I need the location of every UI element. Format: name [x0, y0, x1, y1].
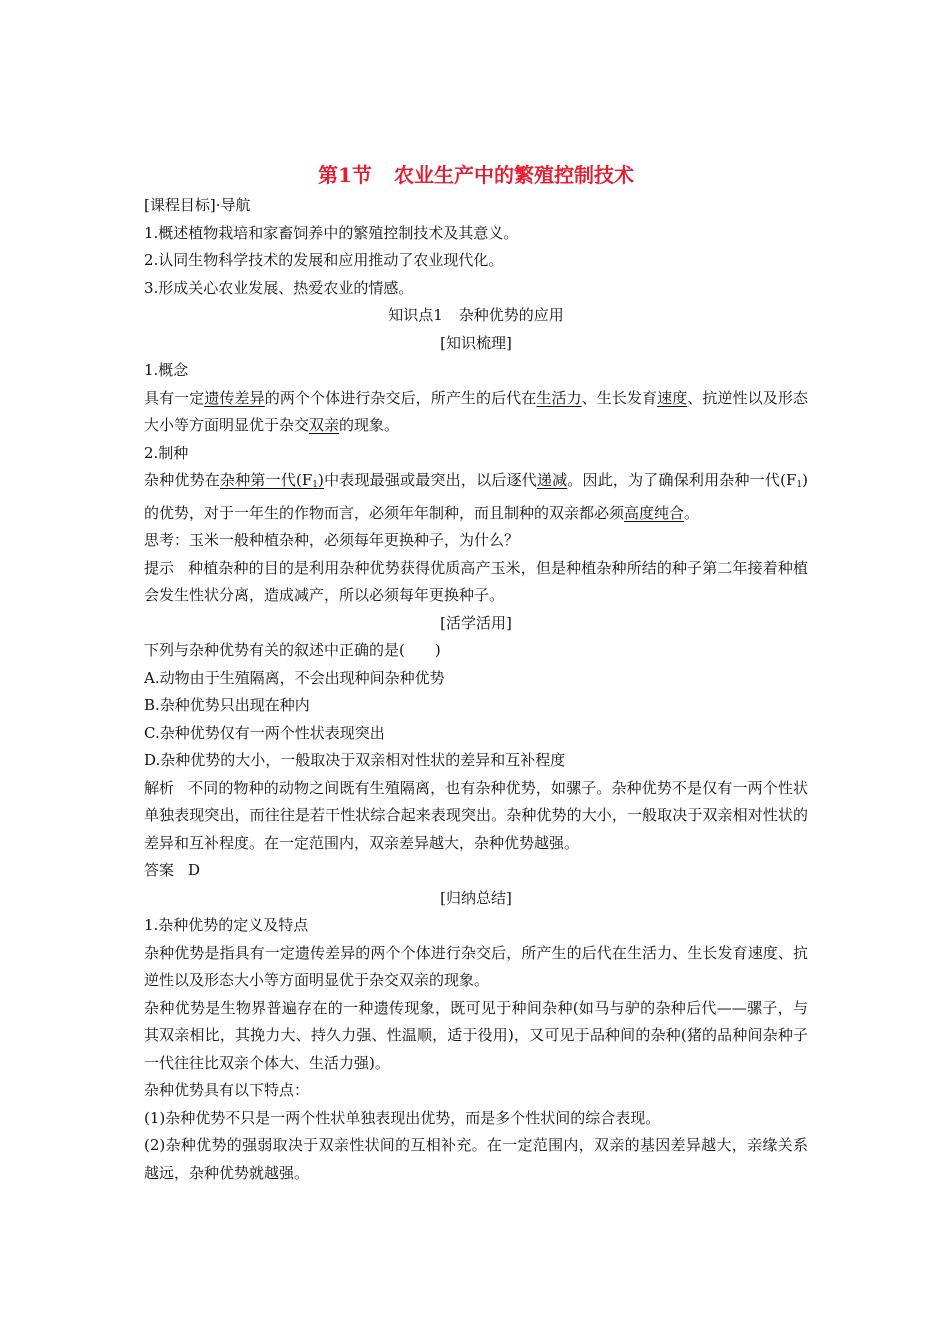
- quiz-option: B.杂种优势只出现在种内: [144, 696, 310, 714]
- quiz-analysis: 解析 不同的物种的动物之间既有生殖隔离，也有杂种优势，如骡子。杂种优势不是仅有一两个性状单独表现突出，而往往是若干性状综合起来表现突出。杂种优势的大小，一般取决于双亲相对性状的差异和互补程度。在一定范围内，双亲差异越大，杂种优势越强。: [144, 775, 808, 858]
- blank-answer: 递减: [536, 471, 568, 489]
- breeding-paragraph: 杂种优势在杂种第一代$(F_1)$中表现最强或最突出，以后逐代递减。因此，为了确保利用杂种一代$(F_1)$的优势，对于一年生的作物而言，必须年年制种，而且制种的双亲都必须高度纯合。: [144, 471, 808, 522]
- goals-header: [课程目标]·导航: [144, 196, 251, 214]
- knowledge-point-heading: 知识点1 杂种优势的应用: [388, 306, 564, 324]
- goal-item: 3.形成关心农业发展、热爱农业的情感。: [144, 278, 414, 297]
- breeding-heading: 2.制种: [144, 443, 189, 462]
- quiz-option: A.动物由于生殖隔离，不会出现种间杂种优势: [144, 668, 445, 687]
- goal-item: 1.概述植物栽培和家畜饲养中的繁殖控制技术及其意义。: [144, 223, 519, 242]
- title-section-number: 第1节: [318, 163, 372, 187]
- summary-heading: 1.杂种优势的定义及特点: [144, 916, 309, 934]
- summary-paragraph: 杂种优势是生物界普遍存在的一种遗传现象，既可见于种间杂种(如马与驴的杂种后代——骡子，与其双亲相比，其挽力大、持久力强、性温顺，适于役用)，又可见于品种间的杂种(猪的品种间杂种子一代往往比双亲个体大、生活力强)。: [144, 998, 808, 1072]
- analysis-label: 解析: [144, 778, 175, 797]
- document-page: [144, 160, 808, 1187]
- blank-answer: 遗传差异: [204, 388, 265, 407]
- concept-paragraph: 具有一定遗传差异的两个个体进行杂交后，所产生的后代在生活力、生长发育速度、抗逆性以及形态大小等方面明显优于杂交双亲的现象。: [144, 388, 808, 434]
- goal-item: 2.认同生物科学技术的发展和应用推动了农业现代化。: [144, 251, 504, 269]
- blank-answer: 速度: [657, 388, 688, 407]
- summary-paragraph: 杂种优势是指具有一定遗传差异的两个个体进行杂交后，所产生的后代在生活力、生长发育速度、抗逆性以及形态大小等方面明显优于杂交双亲的现象。: [144, 943, 808, 989]
- summary-paragraph: (1)杂种优势不只是一两个性状单独表现出优势，而是多个性状间的综合表现。: [144, 1108, 661, 1127]
- think-hint: 提示 种植杂种的目的是利用杂种优势获得优质高产玉米，但是种植杂种所结的种子第二年接着种植会发生性状分离，造成减产，所以必须每年更换种子。: [144, 555, 808, 610]
- section-review-heading: [知识梳理]: [440, 333, 512, 352]
- blank-answer: 杂种第一代$(F_1)$: [220, 471, 324, 490]
- page-title: [144, 160, 808, 190]
- quiz-question: 下列与杂种优势有关的叙述中正确的是( ): [144, 641, 441, 659]
- summary-paragraph: (2)杂种优势的强弱取决于双亲性状间的互相补充。在一定范围内，双亲的基因差异越大，亲缘关系越远，杂种优势就越强。: [144, 1136, 808, 1182]
- summary-paragraph: 杂种优势具有以下特点：: [144, 1081, 310, 1099]
- quiz-answer: [144, 857, 808, 885]
- quiz-option: C.杂种优势仅有一两个性状表现突出: [144, 723, 385, 742]
- blank-answer: 高度纯合: [624, 503, 685, 522]
- think-question: 思考：玉米一般种植杂种，必须每年更换种子，为什么？: [144, 531, 520, 549]
- hint-label: 提示: [144, 558, 175, 577]
- title-name: 农业生产中的繁殖控制技术: [393, 163, 634, 187]
- blank-answer: 双亲: [309, 416, 340, 434]
- answer-value: D: [188, 861, 201, 879]
- blank-answer: 生活力: [536, 388, 582, 407]
- answer-label: 答案: [144, 861, 175, 879]
- section-practice-heading: [活学活用]: [440, 613, 512, 632]
- quiz-option: D.杂种优势的大小，一般取决于双亲相对性状的差异和互补程度: [144, 751, 566, 769]
- concept-heading: 1.概念: [144, 361, 189, 379]
- section-summary-heading: [归纳总结]: [440, 888, 512, 907]
